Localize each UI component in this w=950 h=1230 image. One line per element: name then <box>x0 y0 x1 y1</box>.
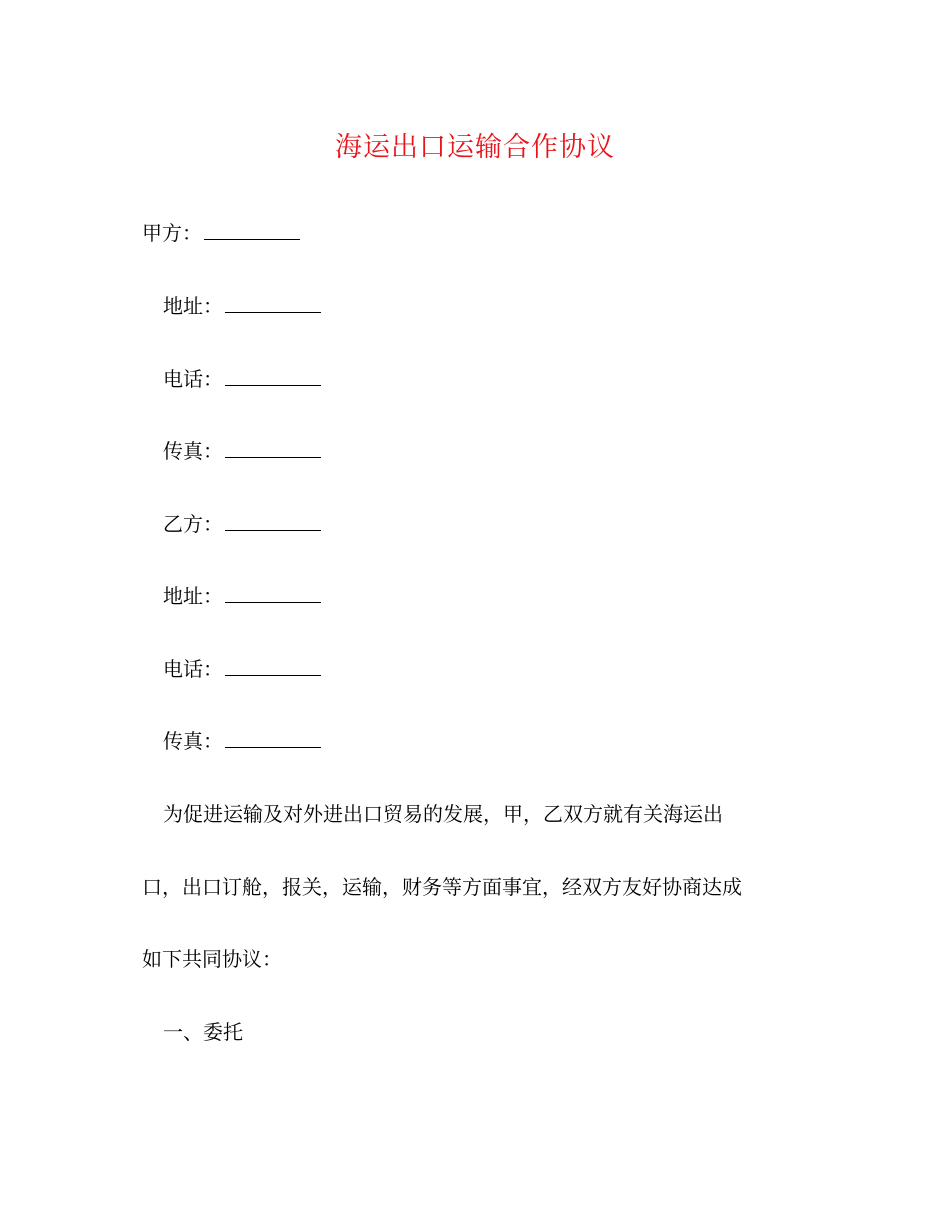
document-title: 海运出口运输合作协议 <box>335 132 615 163</box>
section-heading: 一、委托 <box>163 1020 243 1044</box>
party-a-address-blank <box>225 292 321 313</box>
party-a-fax-blank <box>225 437 321 458</box>
party-a-phone-blank <box>225 365 321 386</box>
party-a-address-label: 地址： <box>163 294 223 318</box>
party-a-phone-label: 电话： <box>163 367 223 391</box>
intro-line-2: 口，出口订舱，报关，运输，财务等方面事宜，经双方友好协商达成 <box>142 875 742 899</box>
party-b-phone-label: 电话： <box>163 657 223 681</box>
party-b-fax-line <box>163 726 321 756</box>
party-a-label: 甲方： <box>142 221 202 245</box>
party-b-blank <box>225 510 321 531</box>
party-a-fax-line <box>163 436 321 466</box>
party-b-line <box>163 509 321 539</box>
party-a-phone-line <box>163 364 321 394</box>
party-b-label: 乙方： <box>163 512 223 536</box>
party-a-blank <box>204 219 300 240</box>
intro-line-3: 如下共同协议： <box>142 947 282 971</box>
party-b-fax-blank <box>225 727 321 748</box>
party-b-address-blank <box>225 582 321 603</box>
party-b-address-label: 地址： <box>163 584 223 608</box>
party-a-address-line <box>163 291 321 321</box>
party-a-fax-label: 传真： <box>163 439 223 463</box>
intro-line-1: 为促进运输及对外进出口贸易的发展，甲，乙双方就有关海运出 <box>163 802 723 826</box>
party-b-address-line <box>163 581 321 611</box>
party-b-fax-label: 传真： <box>163 729 223 753</box>
party-b-phone-blank <box>225 655 321 676</box>
party-b-phone-line <box>163 654 321 684</box>
party-a-line <box>142 218 300 248</box>
